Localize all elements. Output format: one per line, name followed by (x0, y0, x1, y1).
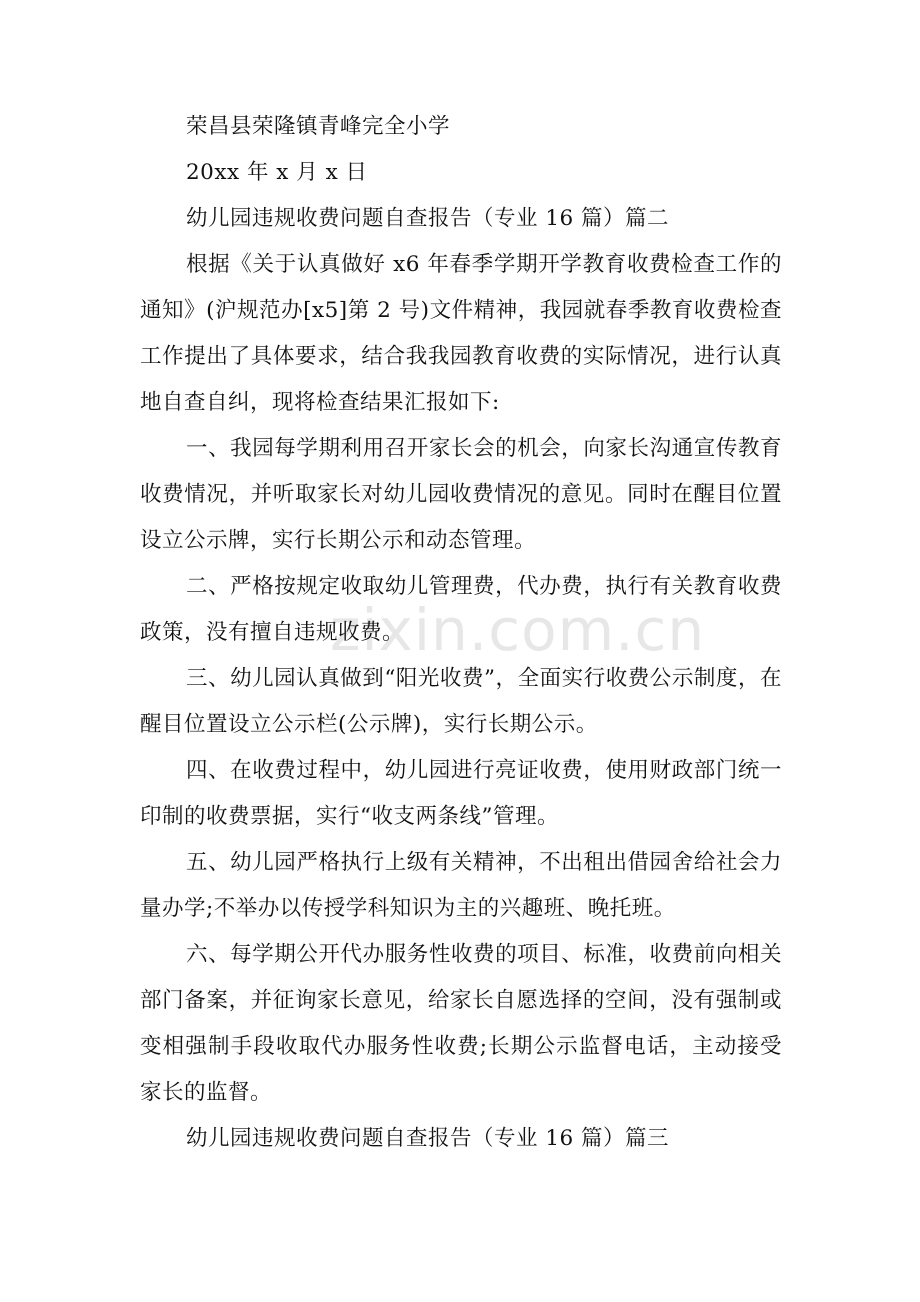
signature-date: 20xx 年 x 月 x 日 (186, 160, 368, 185)
watermark: zixin.com.cn (330, 596, 706, 664)
item-paragraph-4: 四、在收费过程中，幼儿园进行亮证收费，使用财政部门统一印制的收费票据，实行“收支两条线”管理。 (140, 758, 782, 829)
section-heading-3: 幼儿园违规收费问题自查报告（专业 16 篇）篇三 (186, 1126, 670, 1151)
item-paragraph-3: 三、幼儿园认真做到“阳光收费”，全面实行收费公示制度，在醒目位置设立公示栏(公示牌)，实行长期公示。 (140, 666, 782, 737)
item-paragraph-5: 五、幼儿园严格执行上级有关精神，不出租出借园舍给社会力量办学;不举办以传授学科知识为主的兴趣班、晚托班。 (140, 850, 782, 921)
signature-organization: 荣昌县荣隆镇青峰完全小学 (186, 114, 451, 139)
item-paragraph-2: 二、严格按规定收取幼儿管理费，代办费，执行有关教育收费政策，没有擅自违规收费。 (140, 574, 782, 645)
item-paragraph-6: 六、每学期公开代办服务性收费的项目、标准，收费前向相关部门备案，并征询家长意见，给家长自愿选择的空间，没有强制或变相强制手段收取代办服务性收费;长期公示监督电话，主动接受家长的监督。 (140, 942, 782, 1105)
document-body (140, 104, 782, 1162)
intro-paragraph: 根据《关于认真做好 x6 年春季学期开学教育收费检查工作的通知》(沪规范办[x5]第 2 号)文件精神，我园就春季教育收费检查工作提出了具体要求，结合我我园教育收费的实际情况，进行认真地自查自纠，现将检查结果汇报如下: (140, 252, 782, 415)
section-heading-2: 幼儿园违规收费问题自查报告（专业 16 篇）篇二 (186, 206, 670, 231)
item-paragraph-1: 一、我园每学期利用召开家长会的机会，向家长沟通宣传教育收费情况，并听取家长对幼儿园收费情况的意见。同时在醒目位置设立公示牌，实行长期公示和动态管理。 (140, 436, 782, 553)
